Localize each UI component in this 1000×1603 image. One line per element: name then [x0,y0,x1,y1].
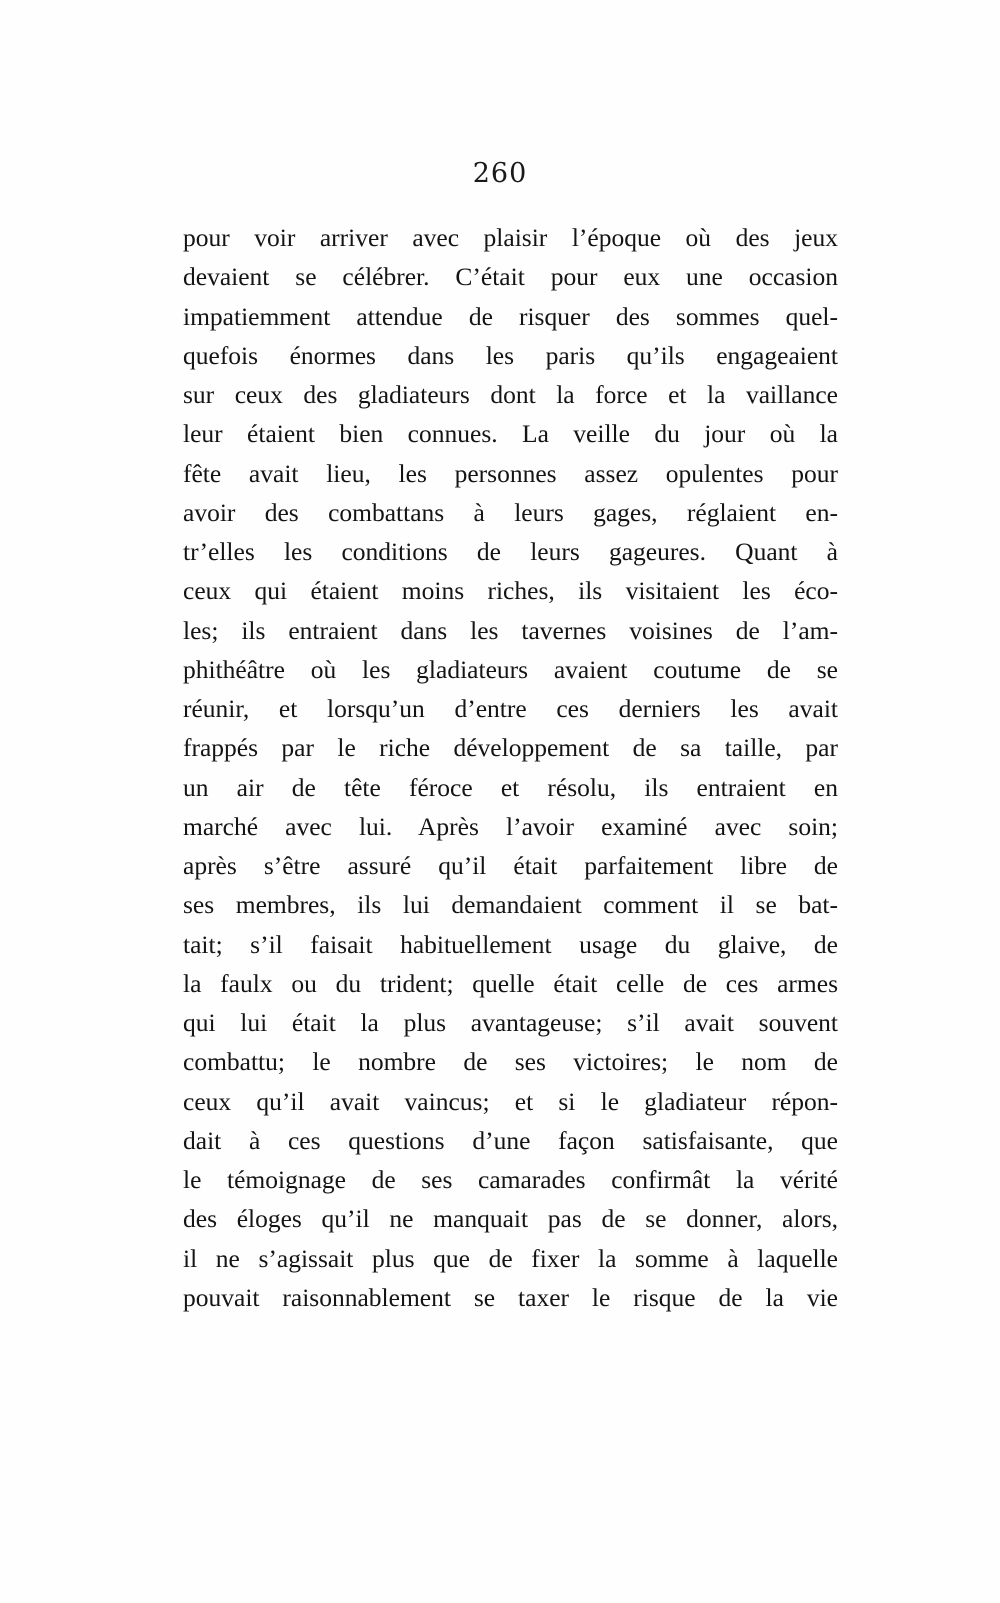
text-line: réunir, et lorsqu’un d’entre ces derniers les avait [183,694,838,723]
text-line: sur ceux des gladiateurs dont la force et la vaillance [183,380,838,409]
text-line: combattu; le nombre de ses victoires; le nom de [183,1047,838,1077]
text-line: la faulx ou du trident; quelle était celle de ces armes [183,968,838,998]
text-line: impatiemment attendue de risquer des sommes quel- [183,301,838,331]
text-line: un air de tête féroce et résolu, ils entraient en [183,772,838,802]
text-line: dait à ces questions d’une façon satisfaisante, que [183,1125,838,1155]
text-line: il ne s’agissait plus que de fixer la somme à laquelle [183,1243,838,1273]
text-line: frappés par le riche développement de sa taille, par [183,733,838,763]
body-text [183,218,838,1317]
text-line: tr’elles les conditions de leurs gageures. Quant à [183,537,838,566]
text-line: phithéâtre où les gladiateurs avaient coutume de se [183,654,838,684]
text-line: marché avec lui. Après l’avoir examiné avec soin; [183,811,838,841]
text-line: les; ils entraient dans les tavernes voisines de l’am- [183,615,838,645]
text-line: leur étaient bien connues. La veille du jour où la [183,419,838,449]
text-line: après s’être assuré qu’il était parfaitement libre de [183,851,838,880]
text-line: avoir des combattans à leurs gages, réglaient en- [183,497,838,527]
text-line: quefois énormes dans les paris qu’ils engageaient [183,340,838,370]
text-line: tait; s’il faisait habituellement usage du glaive, de [183,929,838,959]
text-line: des éloges qu’il ne manquait pas de se donner, alors, [183,1204,838,1234]
text-line: devaient se célébrer. C’était pour eux une occasion [183,262,838,292]
text-line: fête avait lieu, les personnes assez opulentes pour [183,458,838,488]
text-line: ses membres, ils lui demandaient comment il se bat- [183,890,838,920]
text-line: pouvait raisonnablement se taxer le risque de la vie [183,1282,838,1312]
text-line: pour voir arriver avec plaisir l’époque où des jeux [183,223,838,252]
text-line: ceux qu’il avait vaincus; et si le gladiateur répon- [183,1086,838,1116]
page-number: 260 [472,158,528,189]
text-line: ceux qui étaient moins riches, ils visitaient les éco- [183,576,838,606]
text-line: le témoignage de ses camarades confirmât la vérité [183,1165,838,1194]
text-line: qui lui était la plus avantageuse; s’il avait souvent [183,1008,838,1037]
